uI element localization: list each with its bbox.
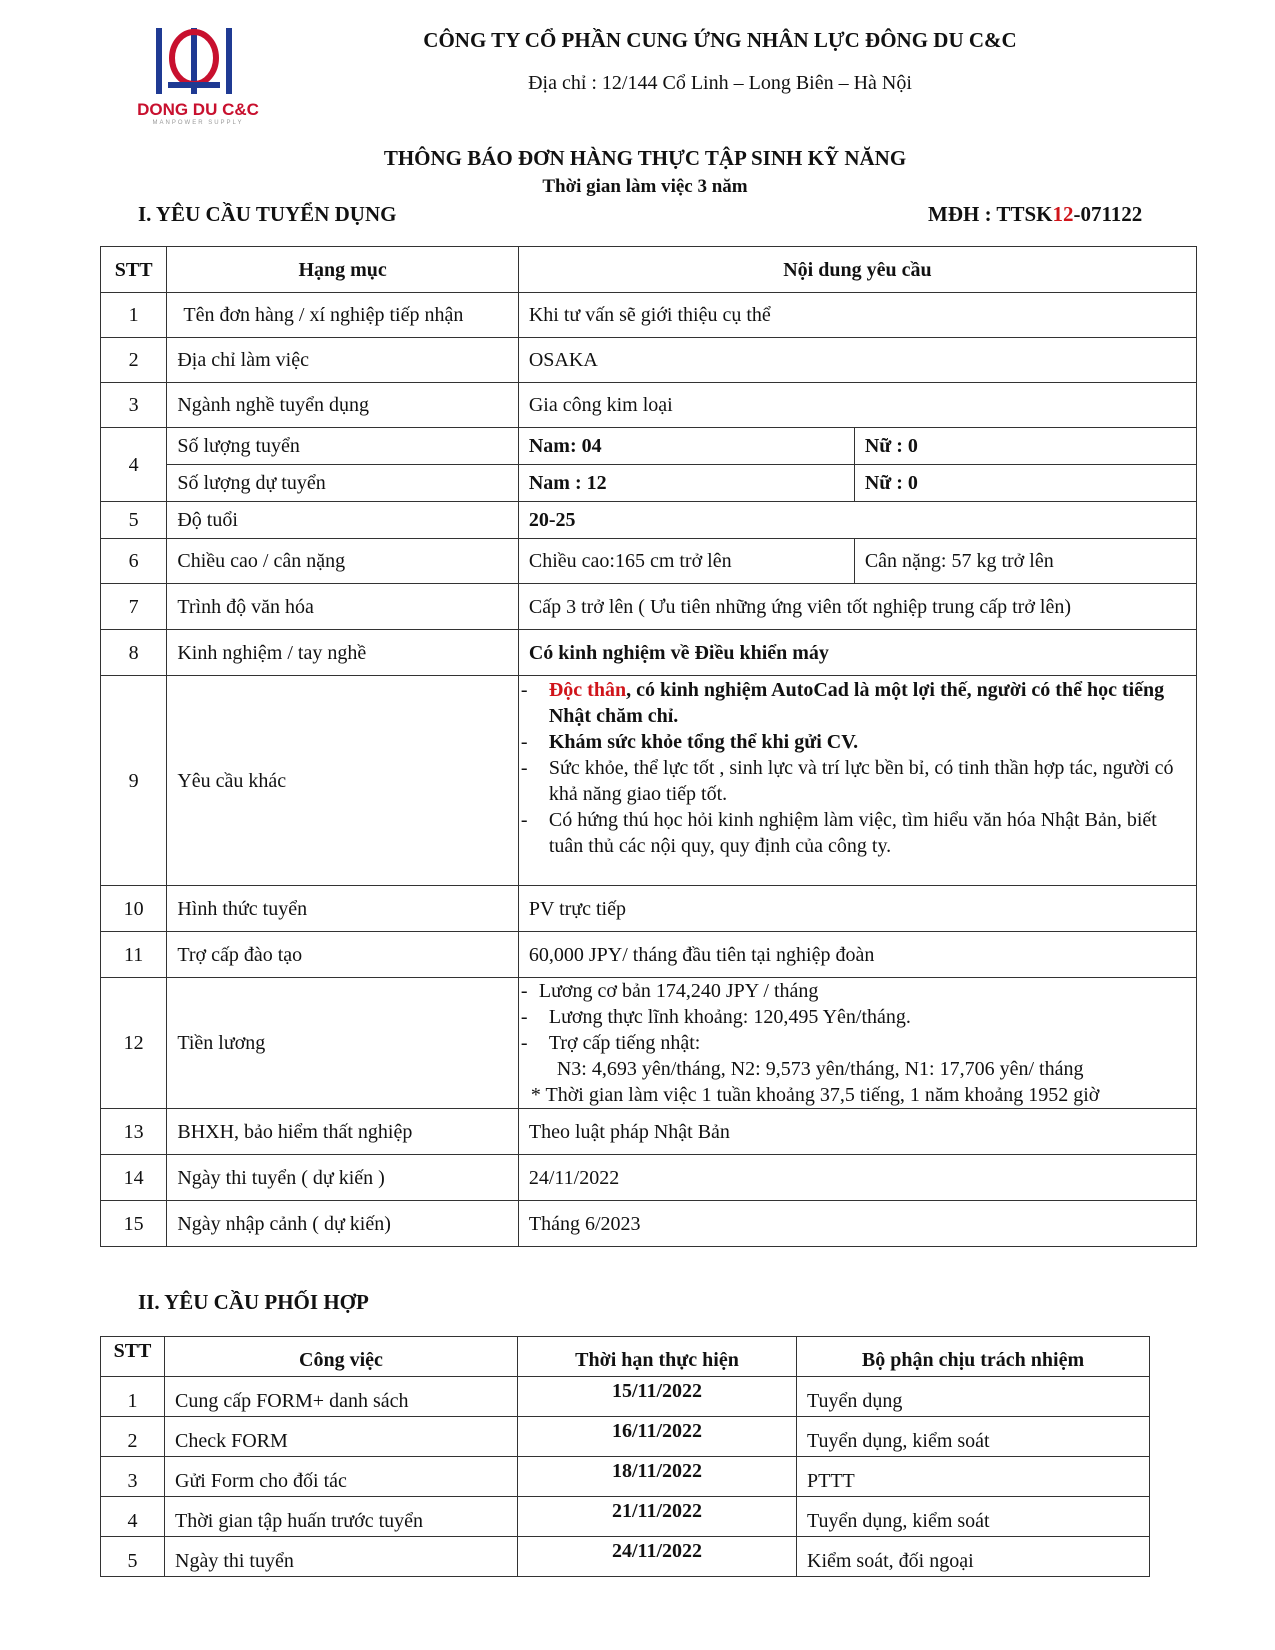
task: Check FORM (165, 1417, 518, 1457)
header-stt: STT (101, 247, 167, 293)
row-value: 20-25 (518, 502, 1196, 539)
male-count: Nam: 04 (518, 428, 854, 465)
row-stt: 9 (101, 676, 167, 886)
task: Cung cấp FORM+ danh sách (165, 1377, 518, 1417)
row-stt: 5 (101, 1537, 165, 1577)
other-requirements (518, 676, 1196, 886)
row-stt: 4 (101, 428, 167, 502)
department: Tuyển dụng (797, 1377, 1150, 1417)
row-stt: 11 (101, 932, 167, 978)
department: Tuyển dụng, kiểm soát (797, 1417, 1150, 1457)
order-code-suffix: -071122 (1073, 202, 1143, 226)
header-content: Nội dung yêu cầu (518, 247, 1196, 293)
company-name: CÔNG TY CỔ PHẦN CUNG ỨNG NHÂN LỰC ĐÔNG DU C&C (423, 28, 1017, 52)
row-stt: 13 (101, 1109, 167, 1155)
row-stt: 2 (101, 1417, 165, 1457)
table-row (101, 465, 1197, 502)
row-item: Tiền lương (167, 978, 519, 1109)
order-code (928, 202, 1142, 227)
table-row (101, 584, 1197, 630)
table-row (101, 1537, 1150, 1577)
department: Kiểm soát, đối ngoại (797, 1537, 1150, 1577)
row-item: Độ tuổi (167, 502, 519, 539)
row-value: PV trực tiếp (518, 886, 1196, 932)
row-stt: 15 (101, 1201, 167, 1247)
header-task: Công việc (165, 1337, 518, 1377)
section-1-heading: I. YÊU CẦU TUYỂN DỤNG (138, 202, 397, 226)
row-value: 60,000 JPY/ tháng đầu tiên tại nghiệp đoàn (518, 932, 1196, 978)
requirement-text: , có kinh nghiệm AutoCad là một lợi thế, người có thể học tiếng Nhật chăm chỉ. (548, 679, 1165, 727)
row-stt: 5 (101, 502, 167, 539)
row-value: OSAKA (518, 338, 1196, 383)
table-row (101, 630, 1197, 676)
table-row (101, 1417, 1150, 1457)
salary-line: - Trợ cấp tiếng nhật: (521, 1030, 1190, 1056)
order-code-number: 12 (1052, 202, 1074, 226)
header-department: Bộ phận chịu trách nhiệm (797, 1337, 1150, 1377)
salary-line: - Lương thực lĩnh khoảng: 120,495 Yên/tháng. (521, 1004, 1190, 1030)
row-stt: 1 (101, 1377, 165, 1417)
row-item: Ngày thi tuyển ( dự kiến ) (167, 1155, 519, 1201)
row-item: Trợ cấp đào tạo (167, 932, 519, 978)
recruitment-requirements-table (100, 246, 1197, 1247)
row-item: BHXH, bảo hiểm thất nghiệp (167, 1109, 519, 1155)
header-item: Hạng mục (167, 247, 519, 293)
task: Thời gian tập huấn trước tuyển (165, 1497, 518, 1537)
row-stt: 7 (101, 584, 167, 630)
department: PTTT (797, 1457, 1150, 1497)
deadline: 21/11/2022 (518, 1497, 797, 1537)
row-stt: 12 (101, 978, 167, 1109)
table-row (101, 886, 1197, 932)
table-row (101, 1457, 1150, 1497)
header-stt: STT (101, 1337, 165, 1377)
row-stt: 10 (101, 886, 167, 932)
table-row (101, 1155, 1197, 1201)
department: Tuyển dụng, kiểm soát (797, 1497, 1150, 1537)
table-row (101, 338, 1197, 383)
table-row (101, 932, 1197, 978)
requirement-bullet: - Có hứng thú học hỏi kinh nghiệm làm việc, tìm hiểu văn hóa Nhật Bản, biết tuân thủ các nội quy, quy định của công ty. (521, 807, 1190, 859)
row-item: Kinh nghiệm / tay nghề (167, 630, 519, 676)
male-candidates: Nam : 12 (518, 465, 854, 502)
table-row (101, 1377, 1150, 1417)
requirement-bullet: - Khám sức khỏe tổng thể khi gửi CV. (521, 729, 1190, 755)
deadline: 24/11/2022 (518, 1537, 797, 1577)
height-requirement: Chiều cao:165 cm trở lên (518, 539, 854, 584)
company-logo (128, 22, 268, 132)
salary-line: - Lương cơ bản 174,240 JPY / tháng (521, 978, 1190, 1004)
table-row (101, 1201, 1197, 1247)
salary-line: N3: 4,693 yên/tháng, N2: 9,573 yên/tháng, N1: 17,706 yên/ tháng (556, 1058, 1084, 1080)
row-value: Có kinh nghiệm về Điều khiển máy (518, 630, 1196, 676)
table-row (101, 502, 1197, 539)
logo-tagline: MANPOWER SUPPLY (152, 120, 244, 126)
order-code-prefix: MĐH : TTSK (928, 202, 1053, 226)
row-value: Cấp 3 trở lên ( Ưu tiên những ứng viên tốt nghiệp trung cấp trở lên) (518, 584, 1196, 630)
company-address: Địa chỉ : 12/144 Cổ Linh – Long Biên – Hà Nội (528, 72, 912, 94)
row-stt: 6 (101, 539, 167, 584)
salary-details (518, 978, 1196, 1109)
table-row (101, 539, 1197, 584)
single-status: Độc thân (548, 679, 627, 701)
row-item: Ngày nhập cảnh ( dự kiến) (167, 1201, 519, 1247)
coordination-table (100, 1336, 1150, 1577)
table-row (101, 978, 1197, 1109)
document-title: THÔNG BÁO ĐƠN HÀNG THỰC TẬP SINH KỸ NĂNG (383, 146, 907, 170)
female-candidates: Nữ : 0 (854, 465, 1196, 502)
requirement-bullet: - Sức khỏe, thể lực tốt , sinh lực và trí lực bền bỉ, có tinh thần hợp tác, người có khả năng giao tiếp tốt. (521, 755, 1190, 807)
row-item: Chiều cao / cân nặng (167, 539, 519, 584)
header-deadline: Thời hạn thực hiện (518, 1337, 797, 1377)
row-item: Địa chỉ làm việc (167, 338, 519, 383)
row-value: Theo luật pháp Nhật Bản (518, 1109, 1196, 1155)
row-stt: 4 (101, 1497, 165, 1537)
row-value: Tháng 6/2023 (518, 1201, 1196, 1247)
row-item: Tên đơn hàng / xí nghiệp tiếp nhận (167, 293, 519, 338)
female-count: Nữ : 0 (854, 428, 1196, 465)
row-stt: 3 (101, 1457, 165, 1497)
task: Gửi Form cho đối tác (165, 1457, 518, 1497)
row-stt: 8 (101, 630, 167, 676)
row-stt: 3 (101, 383, 167, 428)
row-item: Hình thức tuyển (167, 886, 519, 932)
table-row (101, 1497, 1150, 1537)
row-stt: 1 (101, 293, 167, 338)
section-2-heading: II. YÊU CẦU PHỐI HỢP (138, 1290, 369, 1314)
row-value: Gia công kim loại (518, 383, 1196, 428)
task: Ngày thi tuyển (165, 1537, 518, 1577)
requirement-bullet (521, 677, 1190, 729)
table-row (101, 428, 1197, 465)
table-header-row (101, 247, 1197, 293)
row-value: 24/11/2022 (518, 1155, 1196, 1201)
deadline: 16/11/2022 (518, 1417, 797, 1457)
row-item: Yêu cầu khác (167, 676, 519, 886)
table-row (101, 676, 1197, 886)
row-stt: 14 (101, 1155, 167, 1201)
row-value: Khi tư vấn sẽ giới thiệu cụ thể (518, 293, 1196, 338)
row-item: Số lượng dự tuyển (167, 465, 519, 502)
table-row (101, 383, 1197, 428)
table-row (101, 293, 1197, 338)
row-item: Ngành nghề tuyển dụng (167, 383, 519, 428)
table-header-row (101, 1337, 1150, 1377)
document-subtitle: Thời gian làm việc 3 năm (542, 176, 748, 197)
row-item: Trình độ văn hóa (167, 584, 519, 630)
table-row (101, 1109, 1197, 1155)
row-stt: 2 (101, 338, 167, 383)
deadline: 15/11/2022 (518, 1377, 797, 1417)
deadline: 18/11/2022 (518, 1457, 797, 1497)
logo-text: DONG DU C&C (137, 100, 259, 119)
salary-note: * Thời gian làm việc 1 tuần khoảng 37,5 tiếng, 1 năm khoảng 1952 giờ (530, 1084, 1100, 1106)
row-item: Số lượng tuyển (167, 428, 519, 465)
weight-requirement: Cân nặng: 57 kg trở lên (854, 539, 1196, 584)
